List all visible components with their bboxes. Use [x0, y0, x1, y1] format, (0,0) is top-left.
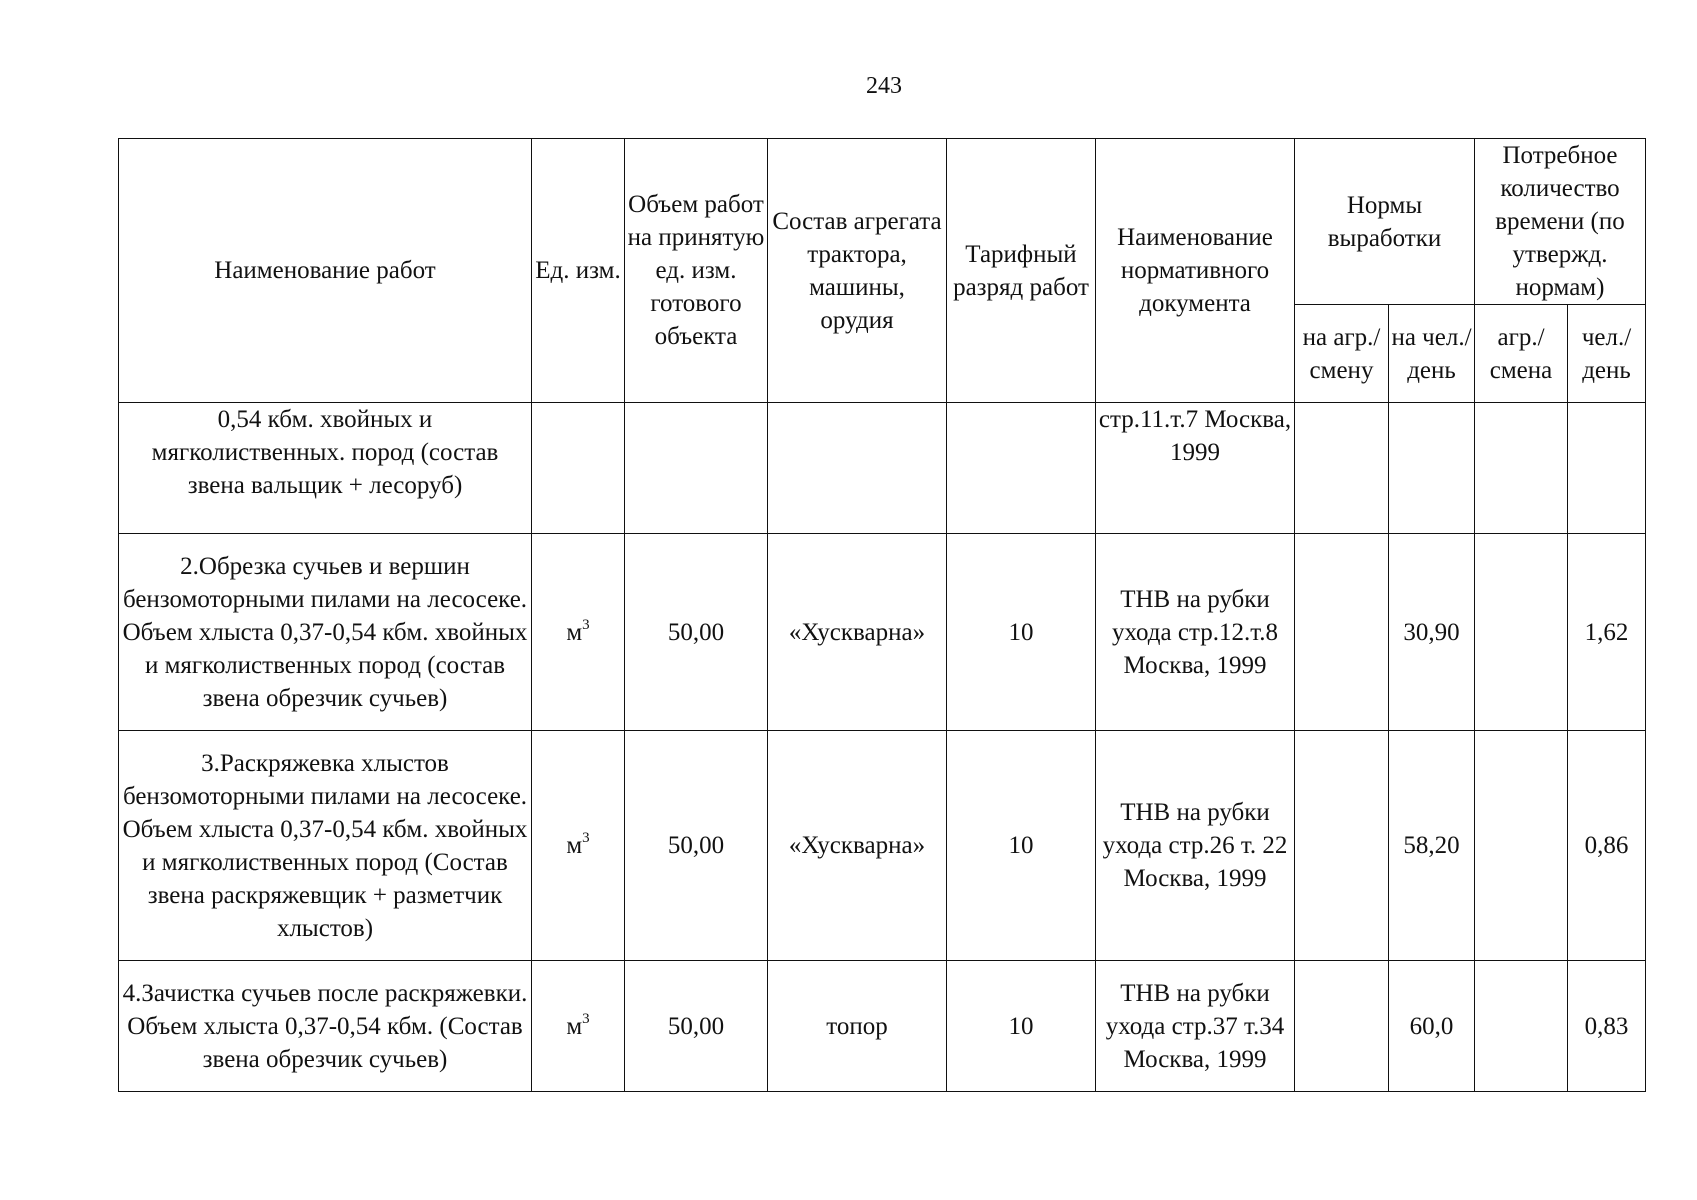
cell-norm-agr	[1295, 731, 1389, 961]
cell-work: 3.Раскряжевка хлыстов бензомоторными пилами на лесосеке. Объем хлыста 0,37-0,54 кбм. хвойных и мягколиственных пород (Состав звена раскряжевщик + разметчик хлыстов)	[119, 731, 532, 961]
cell-time-agr	[1475, 403, 1568, 534]
cell-time-man: 0,83	[1568, 961, 1646, 1092]
header-norms-man: на чел./ день	[1389, 305, 1475, 403]
cell-grade: 10	[947, 961, 1096, 1092]
work-norms-table	[118, 138, 1646, 1092]
cell-norm-agr	[1295, 534, 1389, 731]
unit-superscript: 3	[582, 1010, 590, 1027]
table-row	[119, 403, 1646, 534]
cell-work: 2.Обрезка сучьев и вершин бензомоторными пилами на лесосеке. Объем хлыста 0,37-0,54 кбм. хвойных и мягколиственных пород (состав звена обрезчик сучьев)	[119, 534, 532, 731]
table-row	[119, 961, 1646, 1092]
table-body	[119, 403, 1646, 1092]
unit-superscript: 3	[582, 616, 590, 633]
cell-unit	[532, 403, 625, 534]
cell-unit	[532, 534, 625, 731]
table-header	[119, 139, 1646, 403]
cell-document: стр.11.т.7 Москва, 1999	[1096, 403, 1295, 534]
header-volume: Объем работ на принятую ед. изм. готового объекта	[625, 139, 768, 403]
header-work-name: Наименование работ	[119, 139, 532, 403]
cell-norm-man: 58,20	[1389, 731, 1475, 961]
cell-norm-man	[1389, 403, 1475, 534]
unit-text: м	[566, 1012, 583, 1040]
cell-time-man: 1,62	[1568, 534, 1646, 731]
unit-text: м	[566, 618, 583, 646]
header-grade: Тарифный разряд работ	[947, 139, 1096, 403]
header-unit: Ед. изм.	[532, 139, 625, 403]
cell-volume: 50,00	[625, 534, 768, 731]
cell-volume	[625, 403, 768, 534]
header-time-man: чел./ день	[1568, 305, 1646, 403]
cell-time-man: 0,86	[1568, 731, 1646, 961]
cell-machine	[768, 403, 947, 534]
header-machine: Состав агрегата трактора, машины, орудия	[768, 139, 947, 403]
header-document: Наименование нормативного документа	[1096, 139, 1295, 403]
cell-norm-man: 60,0	[1389, 961, 1475, 1092]
header-norms-agr: на агр./ смену	[1295, 305, 1389, 403]
cell-machine: топор	[768, 961, 947, 1092]
header-time-agr: агр./ смена	[1475, 305, 1568, 403]
cell-norm-man: 30,90	[1389, 534, 1475, 731]
cell-time-agr	[1475, 961, 1568, 1092]
cell-grade: 10	[947, 534, 1096, 731]
table-row	[119, 534, 1646, 731]
cell-work: 4.Зачистка сучьев после раскряжевки. Объем хлыста 0,37-0,54 кбм. (Состав звена обрезчик сучьев)	[119, 961, 532, 1092]
unit-text: м	[566, 832, 583, 859]
cell-machine: «Хускварна»	[768, 731, 947, 961]
cell-grade	[947, 403, 1096, 534]
cell-unit	[532, 961, 625, 1092]
cell-volume: 50,00	[625, 961, 768, 1092]
cell-work: 0,54 кбм. хвойных и мягколиственных. пород (состав звена вальщик + лесоруб)	[119, 403, 532, 534]
cell-unit	[532, 731, 625, 961]
cell-norm-agr	[1295, 961, 1389, 1092]
cell-machine: «Хускварна»	[768, 534, 947, 731]
cell-time-man	[1568, 403, 1646, 534]
page-number: 243	[866, 73, 902, 99]
cell-grade: 10	[947, 731, 1096, 961]
table-row	[119, 731, 1646, 961]
unit-superscript: 3	[582, 830, 590, 846]
cell-volume: 50,00	[625, 731, 768, 961]
cell-document: ТНВ на рубки ухода стр.37 т.34 Москва, 1999	[1096, 961, 1295, 1092]
cell-norm-agr	[1295, 403, 1389, 534]
header-time: Потребное количество времени (по утвержд. нормам)	[1475, 139, 1646, 305]
header-norms: Нормы выработки	[1295, 139, 1475, 305]
cell-document: ТНВ на рубки ухода стр.12.т.8 Москва, 1999	[1096, 534, 1295, 731]
cell-time-agr	[1475, 731, 1568, 961]
cell-time-agr	[1475, 534, 1568, 731]
cell-document: ТНВ на рубки ухода стр.26 т. 22 Москва, 1999	[1096, 731, 1295, 961]
